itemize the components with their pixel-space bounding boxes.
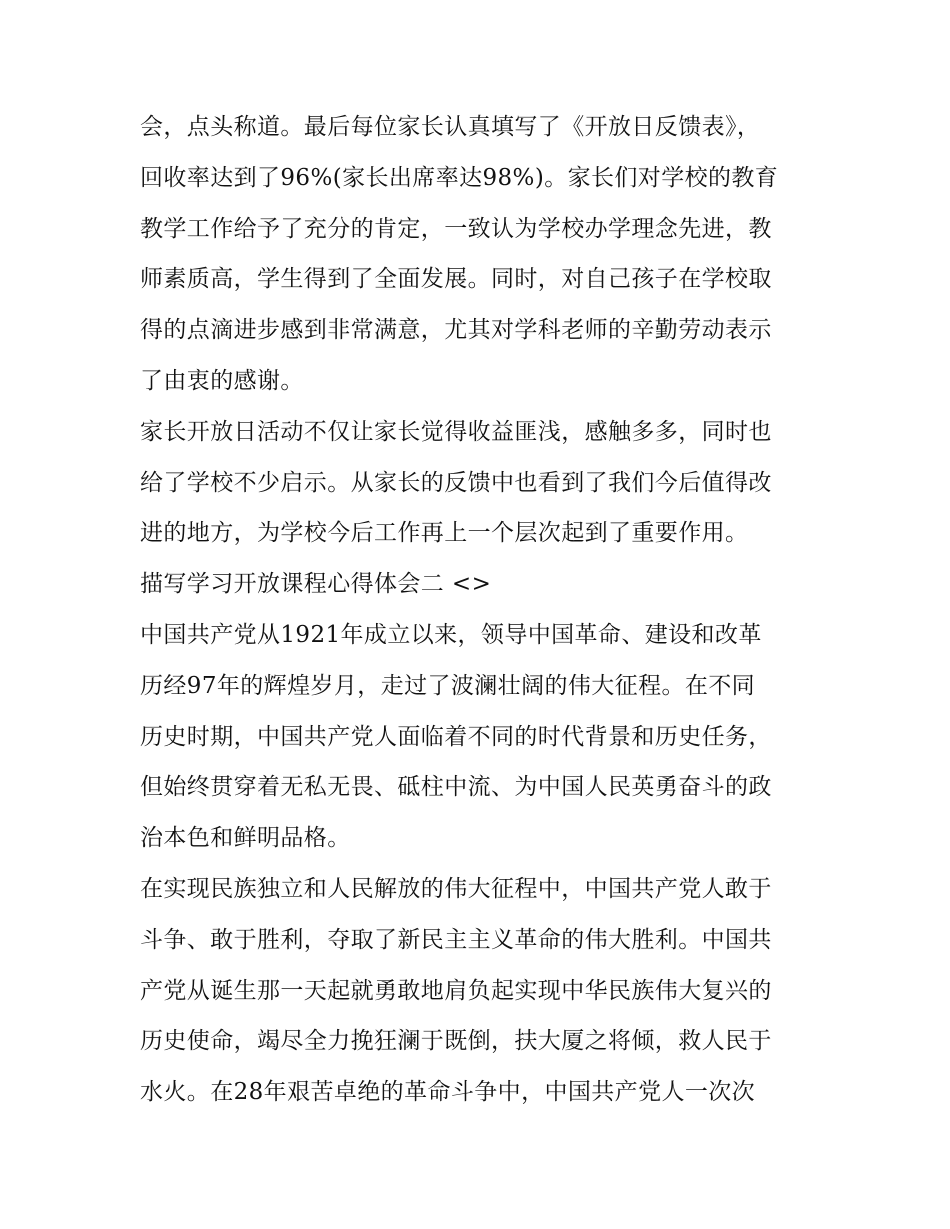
- text-line: 师素质高，学生得到了全面发展。同时，对自己孩子在学校取: [140, 266, 772, 293]
- text-line: 给了学校不少启示。从家长的反馈中也看到了我们今后值得改: [140, 469, 772, 496]
- text-line: 历经97年的辉煌岁月，走过了波澜壮阔的伟大征程。在不同: [140, 672, 756, 699]
- text-line: 了由衷的感谢。: [140, 367, 304, 394]
- text-line: 斗争、敢于胜利，夺取了新民主主义革命的伟大胜利。中国共: [140, 926, 772, 953]
- text-line: 得的点滴进步感到非常满意，尤其对学科老师的辛勤劳动表示: [140, 317, 772, 344]
- text-line: 教学工作给予了充分的肯定，一致认为学校办学理念先进，教: [140, 215, 772, 242]
- text-line: 中国共产党从1921年成立以来，领导中国革命、建设和改革: [140, 621, 762, 648]
- text-line: 家长开放日活动不仅让家长觉得收益匪浅，感触多多，同时也: [140, 418, 772, 445]
- text-line: 历史时期，中国共产党人面临着不同的时代背景和历史任务，: [140, 723, 772, 750]
- document-body: [140, 102, 830, 1118]
- text-line: 历史使命，竭尽全力挽狂澜于既倒，扶大厦之将倾，救人民于: [140, 1028, 772, 1055]
- text-line: 会，点头称道。最后每位家长认真填写了《开放日反馈表》，: [140, 114, 761, 140]
- text-line: 进的地方，为学校今后工作再上一个层次起到了重要作用。: [140, 520, 749, 547]
- text-line: 治本色和鲜明品格。: [140, 825, 351, 852]
- text-line: 产党从诞生那一天起就勇敢地肩负起实现中华民族伟大复兴的: [140, 977, 772, 1004]
- text-line: 但始终贯穿着无私无畏、砥柱中流、为中国人民英勇奋斗的政: [140, 774, 772, 801]
- text-line: 水火。在28年艰苦卓绝的革命斗争中，中国共产党人一次次: [140, 1079, 756, 1106]
- text-line: 在实现民族独立和人民解放的伟大征程中，中国共产党人敢于: [140, 875, 772, 902]
- text-line: 回收率达到了96%(家长出席率达98%)。家长们对学校的教育: [140, 164, 779, 191]
- section-heading: 描写学习开放课程心得体会二 <>: [140, 571, 492, 598]
